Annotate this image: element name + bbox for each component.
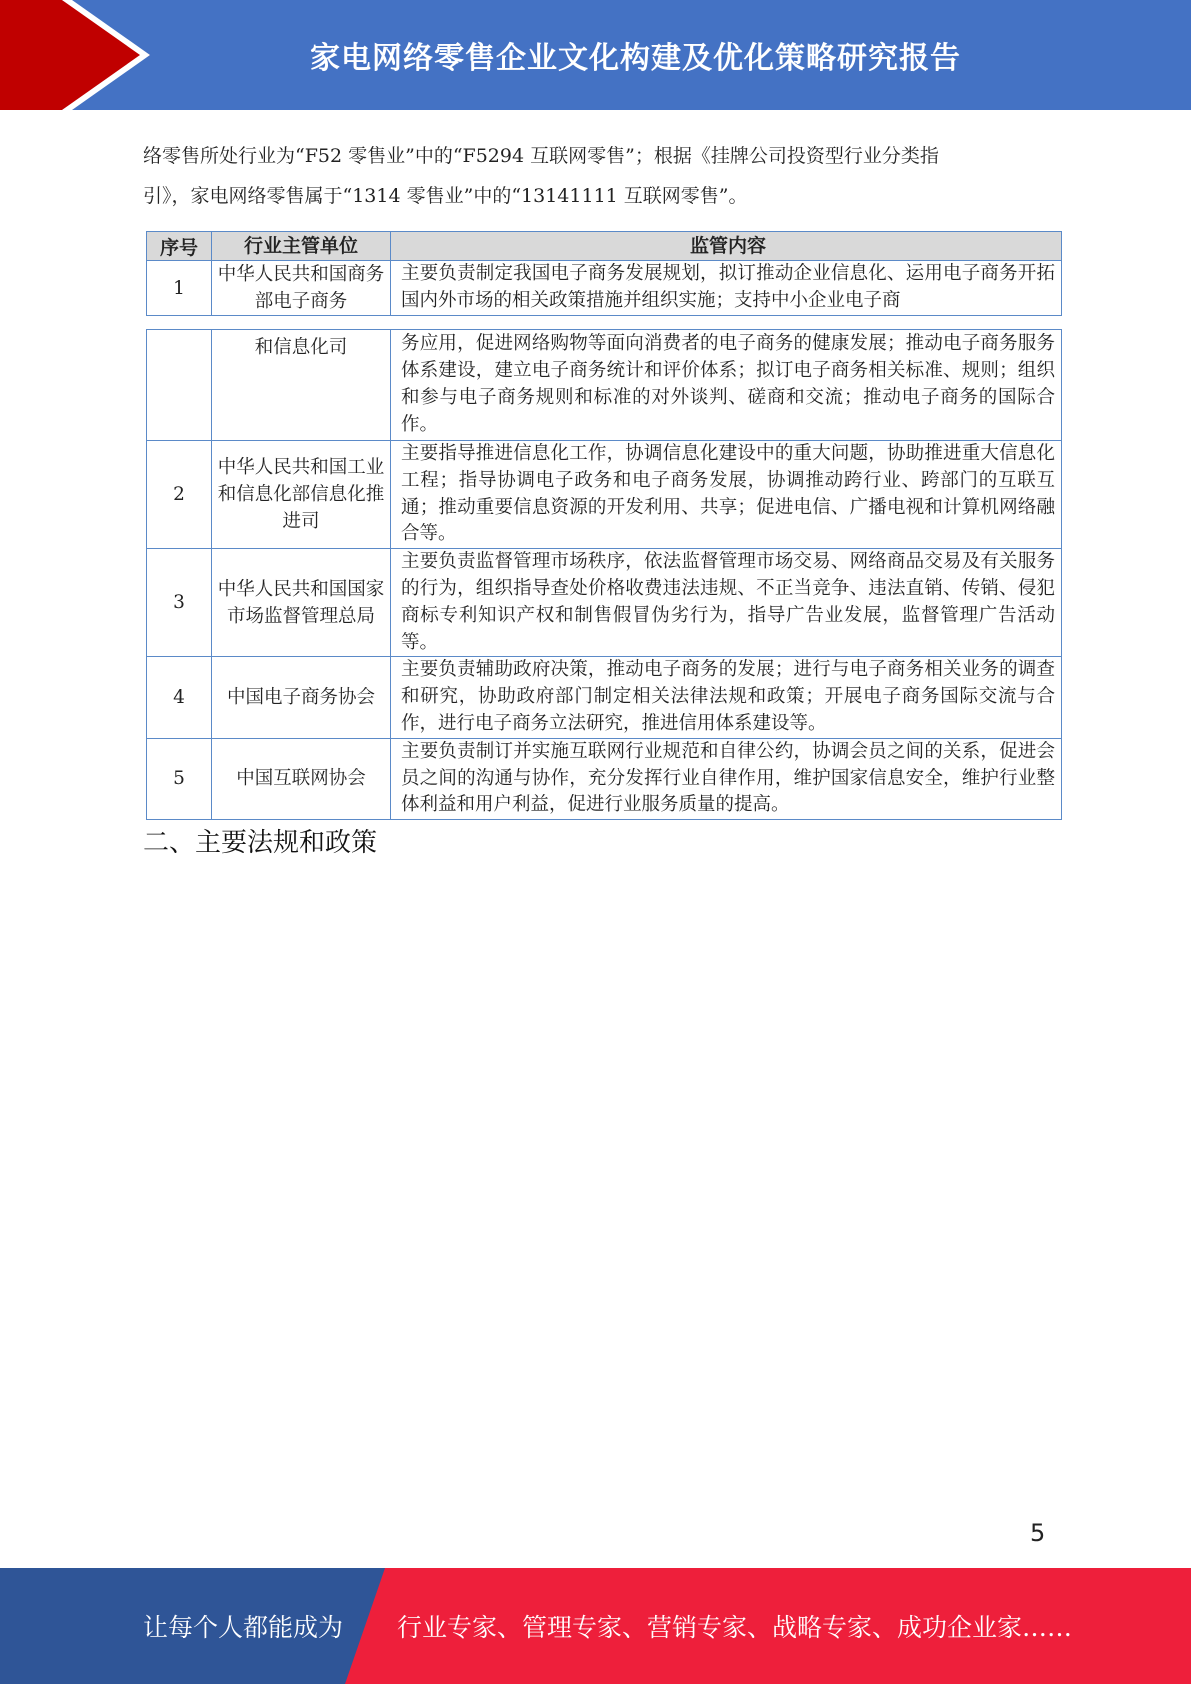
table-row: [147, 441, 1062, 549]
table-header-row: [147, 232, 1062, 261]
row-unit: 中国互联网协会: [212, 738, 391, 819]
row-no: 2: [147, 441, 212, 549]
row-unit: 中华人民共和国商务部电子商务: [212, 261, 391, 316]
page-number: 5: [1030, 1519, 1046, 1547]
footer-slogan-right: 行业专家、管理专家、营销专家、战略专家、成功企业家……: [397, 1613, 1073, 1642]
row-content: 主要负责制订并实施互联网行业规范和自律公约，协调会员之间的关系，促进会员之间的沟通与协作，充分发挥行业自律作用，维护国家信息安全，维护行业整体利益和用户利益，促进行业服务质量的提高。: [391, 738, 1062, 819]
row-unit: 中国电子商务协会: [212, 657, 391, 738]
table-row: [147, 738, 1062, 819]
row-unit: 和信息化司: [212, 330, 391, 441]
section-heading: 二、主要法规和政策: [143, 828, 378, 858]
row-no: 5: [147, 738, 212, 819]
document-title: 家电网络零售企业文化构建及优化策略研究报告: [310, 41, 961, 76]
table-row: [147, 549, 1062, 657]
table-row: [147, 657, 1062, 738]
row-content: 主要负责制定我国电子商务发展规划，拟订推动企业信息化、运用电子商务开拓国内外市场的相关政策措施并组织实施；支持中小企业电子商: [391, 261, 1062, 316]
row-unit: 中华人民共和国国家市场监督管理总局: [212, 549, 391, 657]
regulators-table: [146, 231, 1062, 316]
intro-line: 络零售所处行业为“F52 零售业”中的“F5294 互联网零售”；根据《挂牌公司投资型行业分类指: [143, 145, 939, 167]
row-no: 3: [147, 549, 212, 657]
page-header: [0, 0, 1191, 110]
row-no: [147, 330, 212, 441]
row-no: 4: [147, 657, 212, 738]
table-row: [147, 330, 1062, 441]
regulators-table-continued: [146, 329, 1062, 820]
row-no: 1: [147, 261, 212, 316]
col-header-unit: 行业主管单位: [212, 232, 391, 261]
intro-line: 引》，家电网络零售属于“1314 零售业”中的“13141111 互联网零售”。: [143, 185, 748, 207]
footer-slogan-left: 让每个人都能成为: [143, 1613, 344, 1642]
row-content: 主要负责监督管理市场秩序，依法监督管理市场交易、网络商品交易及有关服务的行为，组织指导查处价格收费违法违规、不正当竞争、违法直销、传销、侵犯商标专利知识产权和制售假冒伪劣行为，指导广告业发展，监督管理广告活动等。: [391, 549, 1062, 657]
row-unit: 中华人民共和国工业和信息化部信息化推进司: [212, 441, 391, 549]
row-content: 主要指导推进信息化工作，协调信息化建设中的重大问题，协助推进重大信息化工程；指导协调电子政务和电子商务发展，协调推动跨行业、跨部门的互联互通；推动重要信息资源的开发利用、共享；促进电信、广播电视和计算机网络融合等。: [391, 441, 1062, 549]
col-header-content: 监管内容: [391, 232, 1062, 261]
table-row: [147, 261, 1062, 316]
header-red-chevron: [0, 0, 150, 110]
col-header-no: 序号: [147, 232, 212, 261]
row-content: 务应用，促进网络购物等面向消费者的电子商务的健康发展；推动电子商务服务体系建设，建立电子商务统计和评价体系；拟订电子商务相关标准、规则；组织和参与电子商务规则和标准的对外谈判、磋商和交流；推动电子商务的国际合作。: [391, 330, 1062, 441]
page-footer: [0, 1568, 1191, 1684]
intro-paragraph: [143, 136, 1043, 216]
row-content: 主要负责辅助政府决策，推动电子商务的发展；进行与电子商务相关业务的调查和研究，协助政府部门制定相关法律法规和政策；开展电子商务国际交流与合作，进行电子商务立法研究，推进信用体系建设等。: [391, 657, 1062, 738]
